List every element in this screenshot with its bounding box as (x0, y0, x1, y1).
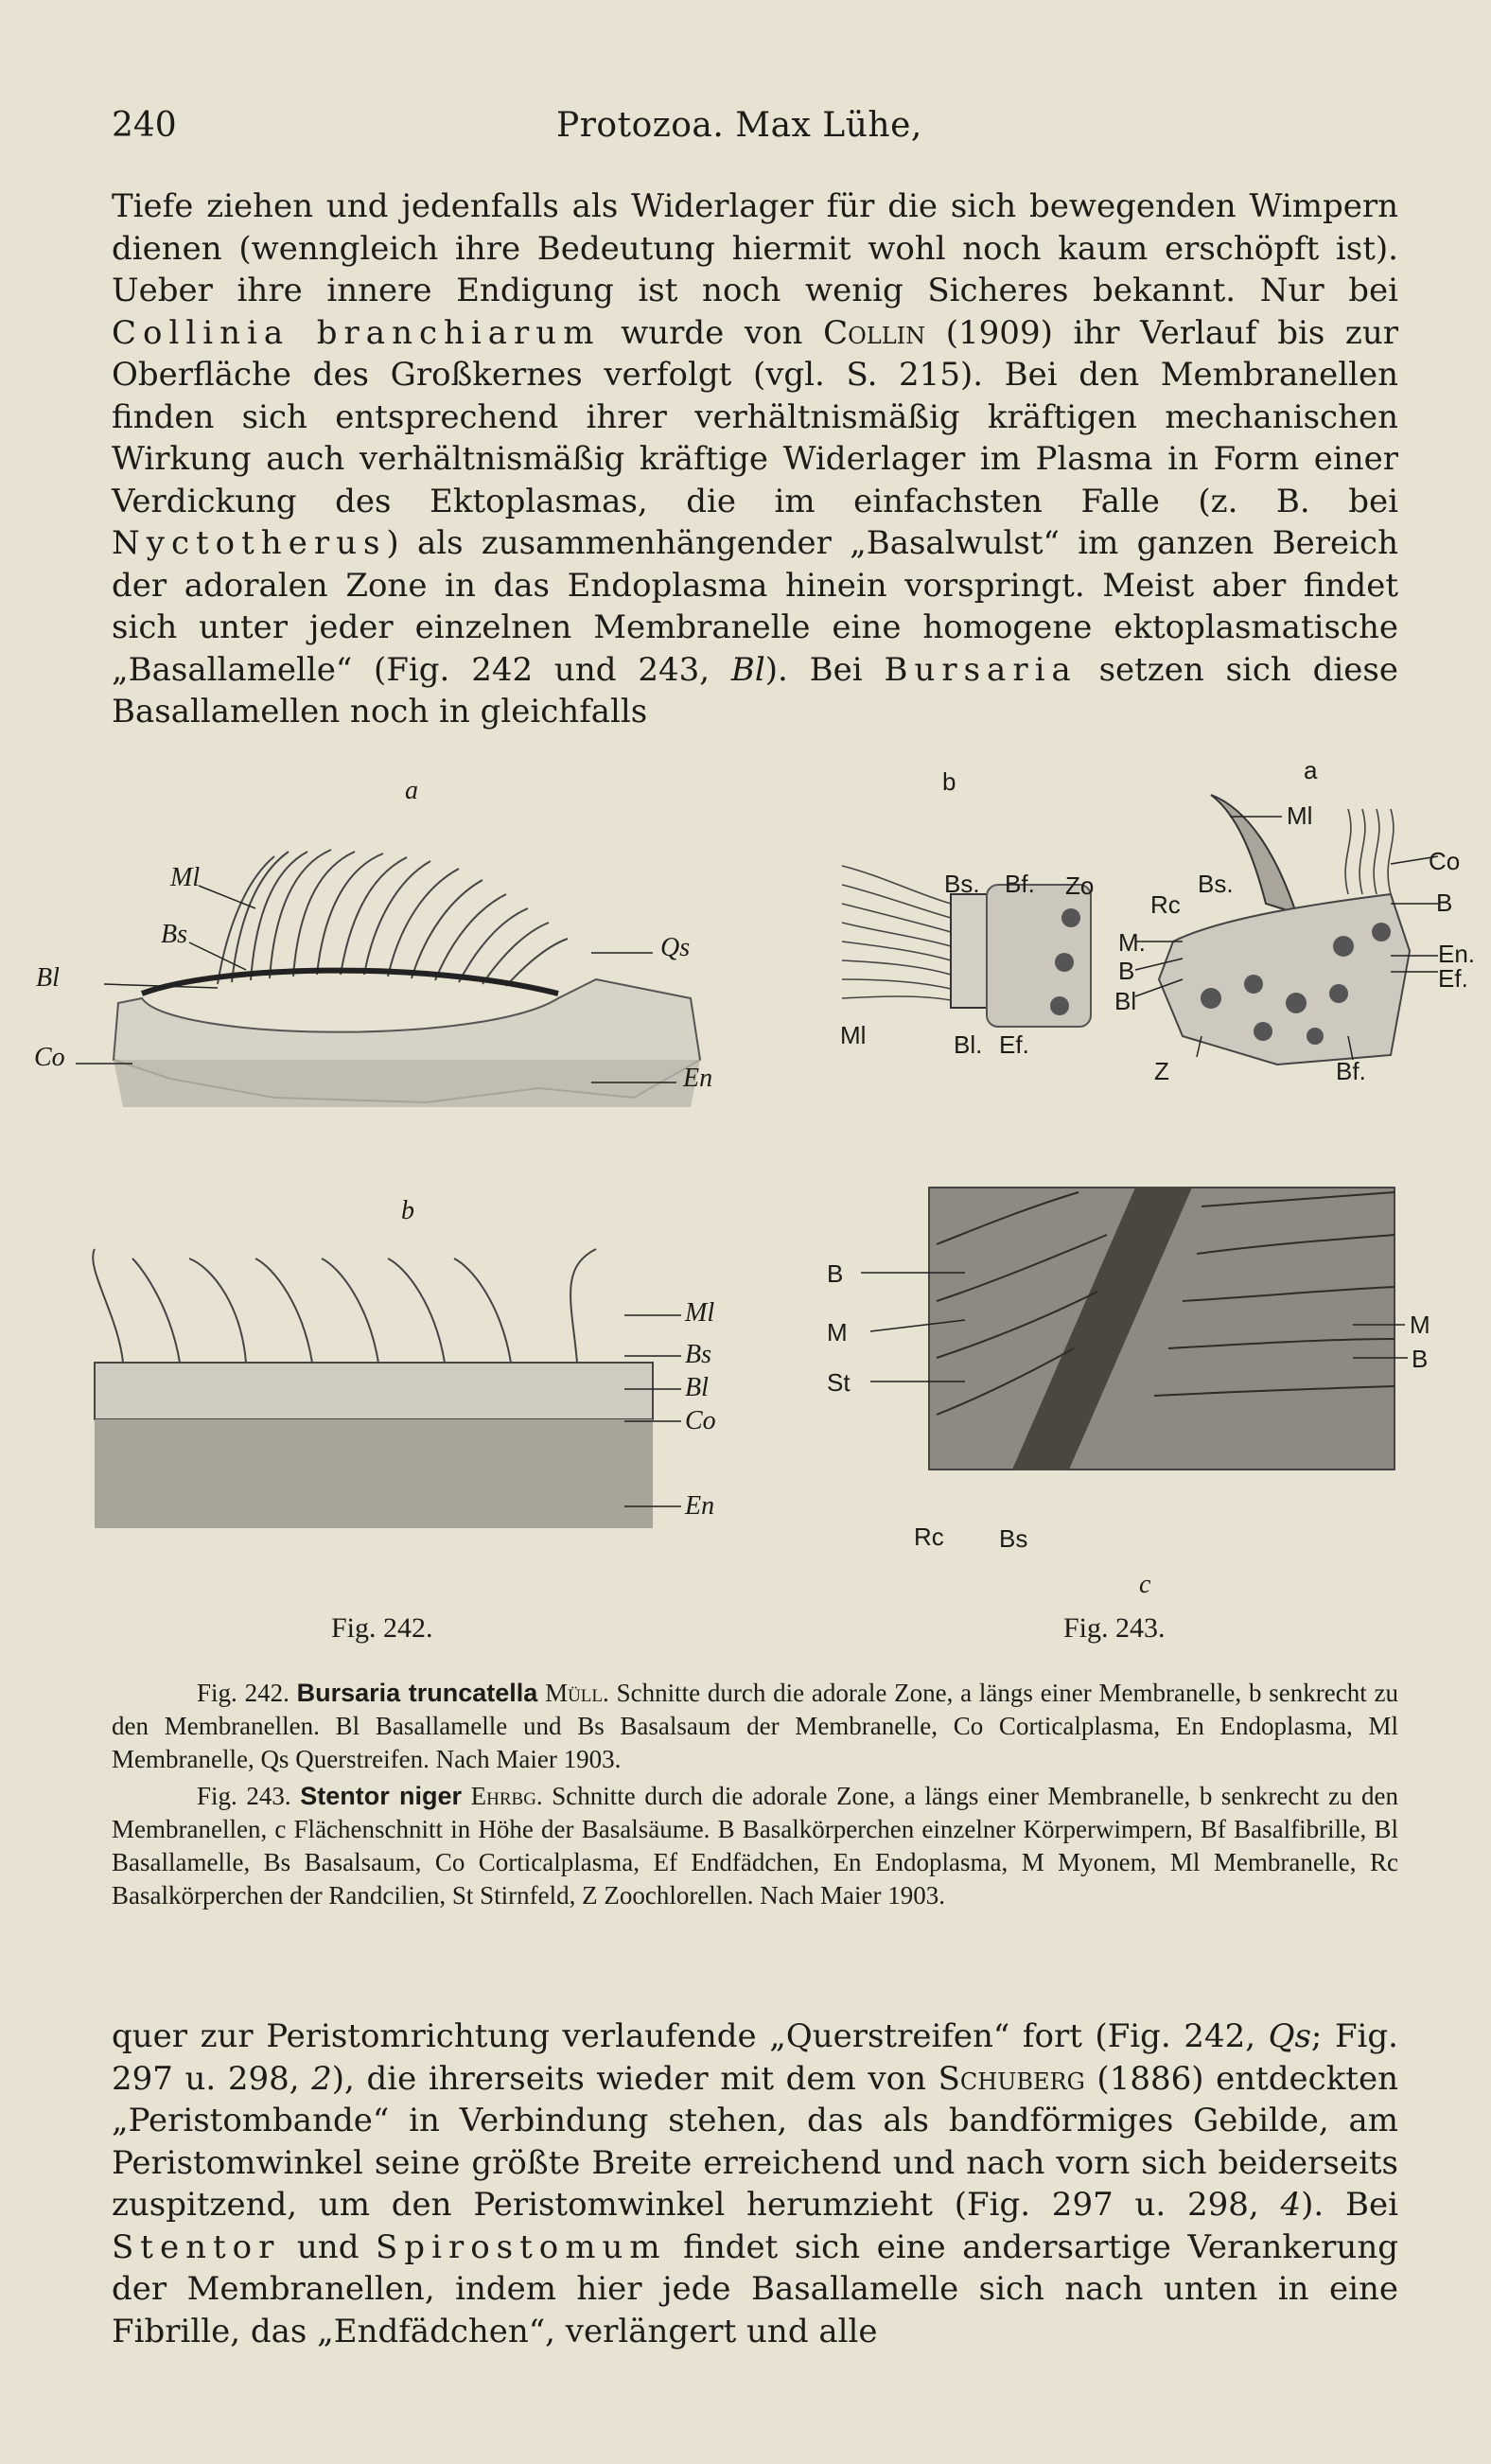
body-paragraph-bottom (112, 2015, 1398, 2352)
label-m-right: M (1410, 1311, 1430, 1339)
text-run: ), die ihrerseits wieder mit dem von (331, 2059, 938, 2098)
text-run: ) als zusammenhängender „Basalwulst“ im ganzen Bereich der adoralen Zone in das Endoplasma hinein vorspringt. Meist aber findet sich unter jeder einzelnen Membranelle eine homogene ektoplasmatische „Basallamelle“ (Fig. 242 und 243, (112, 524, 1398, 689)
text-run: (1909) ihr Verlauf bis zur Oberfläche des Großkernes verfolgt (vgl. S. 215). Bei den Membranellen finden sich entsprechend ihrer verhältnismäßig kräftigen mechanischen Wirkung auch verhältnismäßig kräftige Widerlager im Plasma in Form einer Verdickung des Ektoplasmas, die im einfachsten Falle (z. B. bei (112, 313, 1399, 520)
label-bs-a: Bs. (1198, 870, 1234, 898)
label-rc-c: Rc (914, 1522, 944, 1551)
caption-species: Bursaria truncatella (296, 1679, 538, 1707)
label-co-a: Co (1429, 847, 1461, 875)
label-ml-a: Ml (1287, 801, 1313, 830)
label-m-a: M. (1118, 928, 1146, 957)
body-paragraph-top (112, 185, 1398, 733)
label-en: En (683, 1064, 713, 1093)
text-run: ; Fig. 297 u. 298, (112, 2017, 1398, 2098)
text-run: (1886) entdeckten „Peristombande“ in Verbindung stehen, das als bandförmiges Gebilde, am Peristomwinkel seine größte Breite erreichend und nach vorn sich beiderseits zuspitzend, um den Peristomwinkel herumzieht (Fig. 297 u. 298, (112, 2059, 1398, 2224)
figure-captions (112, 1677, 1398, 1916)
label-bs-b: Bs (685, 1340, 711, 1369)
label-b-a: B (1436, 889, 1453, 917)
label-b2-a: B (1118, 957, 1135, 985)
label-rc-a: Rc (1150, 890, 1181, 919)
label-bf: Bf. (1005, 870, 1035, 898)
caption-number: Fig. 243. (197, 1782, 291, 1810)
figure-242 (28, 757, 728, 1665)
fig242a-endoplasma (114, 1060, 700, 1107)
panel-letter-b: b (942, 767, 956, 796)
fig243b-basal-row (951, 894, 987, 1008)
caption-author: Müll. (545, 1679, 609, 1707)
caption-text: Schnitte durch die adorale Zone, a längs einer Membranelle, b senkrecht zu den Membranellen, c Flächenschnitt in Höhe der Basalsäume. B Basalkörperchen einzelner Körperwimpern, Bf Basalfibrille, Bl Basallamelle, Bs Basalsaum, Co Corticalplasma, Ef Endfädchen, En Endoplasma, M Myonem, Ml Membranelle, Rc Basalkörperchen der Randcilien, St Stirnfeld, Z Zoochlorellen. Nach Maier 1903. (112, 1782, 1399, 1910)
label-bf-a: Bf. (1336, 1057, 1366, 1085)
text-run: wurde von (600, 313, 824, 352)
text-run: findet sich eine andersartige Verankerung der Membranellen, indem hier jede Basallamelle sich nach unten in eine Fibrille, das „Endfädchen“, verlängert und alle (112, 2227, 1398, 2350)
label-m-left: M (827, 1318, 848, 1346)
genus-name: Nyctotherus (112, 524, 387, 562)
caption-number: Fig. 242. (197, 1679, 289, 1707)
fig243b-zoochlorella (1050, 996, 1069, 1015)
fig243b-cell (987, 885, 1091, 1027)
caption-species: Stentor niger (300, 1782, 463, 1810)
label-bs-c: Bs (999, 1524, 1028, 1553)
figure-243-drawing (823, 752, 1476, 1665)
label-ml-b: Ml (685, 1298, 715, 1328)
panel-letter-b: b (401, 1196, 414, 1225)
genus-name: Spirostomum (376, 2227, 667, 2266)
label-st: St (827, 1368, 851, 1397)
abbreviation: Bl (730, 650, 765, 689)
label-b-right: B (1412, 1345, 1429, 1373)
text-run: Tiefe ziehen und jedenfalls als Widerlager für die sich bewegenden Wimpern dienen (wenngleich ihre Bedeutung hiermit wohl noch kaum erschöpft ist). Ueber ihre innere Endigung ist noch wenig Sicheres bekannt. Nur bei (112, 187, 1398, 309)
label-en-b: En (685, 1491, 715, 1521)
caption-author: Ehrbg. (470, 1782, 543, 1810)
label-ml: Ml (170, 863, 201, 892)
label-bl-b: Bl (685, 1373, 709, 1402)
caption-242 (112, 1677, 1398, 1776)
figure-ref: 2 (311, 2059, 332, 2098)
figure-243-label: Fig. 243. (1063, 1612, 1166, 1644)
abbreviation: Qs (1268, 2017, 1311, 2055)
text-run: ). Bei (1301, 2186, 1398, 2224)
label-qs: Qs (660, 933, 691, 962)
label-co: Co (34, 1043, 65, 1072)
text-run: setzen sich diese Basallamellen noch in gleichfalls (112, 650, 1399, 730)
label-b-left: B (827, 1259, 844, 1288)
label-bl: Bl (36, 963, 60, 993)
label-co-b: Co (685, 1406, 716, 1435)
caption-text: Schnitte durch die adorale Zone, a längs einer Membranelle, b senkrecht zu den Membranellen. Bl Basallamelle und Bs Basalsaum der Membranelle, Co Corticalplasma, En Endoplasma, Ml Membranelle, Qs Querstreifen. Nach Maier 1903. (112, 1679, 1398, 1773)
label-bs: Bs (161, 920, 187, 949)
fig243a-cell (1159, 894, 1410, 1065)
genus-name: Stentor (112, 2227, 281, 2266)
figure-242-drawing (28, 757, 728, 1665)
label-ef: Ef. (999, 1030, 1029, 1059)
genus-name: Bursaria (884, 650, 1078, 689)
label-ml: Ml (840, 1021, 867, 1049)
figure-ref: 4 (1280, 2186, 1302, 2224)
label-en-a: En. (1438, 940, 1476, 968)
figure-242-label: Fig. 242. (331, 1612, 433, 1644)
running-head: Protozoa. Max Lühe, (556, 106, 922, 145)
text-run: und (280, 2227, 377, 2266)
label-bs: Bs. (944, 870, 980, 898)
label-ef-a: Ef. (1438, 964, 1468, 993)
text-run: ). Bei (764, 650, 885, 689)
fig242b-endoplasma (95, 1419, 653, 1528)
author-name: Collin (823, 313, 926, 352)
caption-243 (112, 1780, 1398, 1912)
fig242b-cell-row (95, 1363, 653, 1419)
fig242a-basal-seam (142, 971, 558, 994)
fig242b-cilia (93, 1249, 596, 1363)
species-name: Collinia branchiarum (112, 313, 601, 352)
label-z-a: Z (1154, 1057, 1169, 1085)
fig243a-cilia (1345, 809, 1394, 894)
figure-243 (823, 752, 1476, 1665)
panel-letter-c: c (1139, 1570, 1151, 1599)
text-run: quer zur Peristomrichtung verlaufende „Querstreifen“ fort (Fig. 242, (112, 2017, 1269, 2055)
page-number: 240 (112, 106, 177, 145)
panel-letter-a: a (1304, 756, 1318, 784)
fig243b-fibrils (842, 866, 951, 1000)
fig243b-zoochlorella (1055, 953, 1074, 972)
fig242a-membranelle-cilia (218, 850, 568, 986)
page-header (112, 106, 1398, 153)
label-bl: Bl. (954, 1030, 983, 1059)
label-zo: Zo (1065, 871, 1095, 900)
label-bl-a: Bl (1114, 987, 1137, 1015)
author-name: Schuberg (938, 2059, 1085, 2098)
panel-letter-a: a (405, 776, 418, 805)
fig243b-zoochlorella (1061, 908, 1080, 927)
